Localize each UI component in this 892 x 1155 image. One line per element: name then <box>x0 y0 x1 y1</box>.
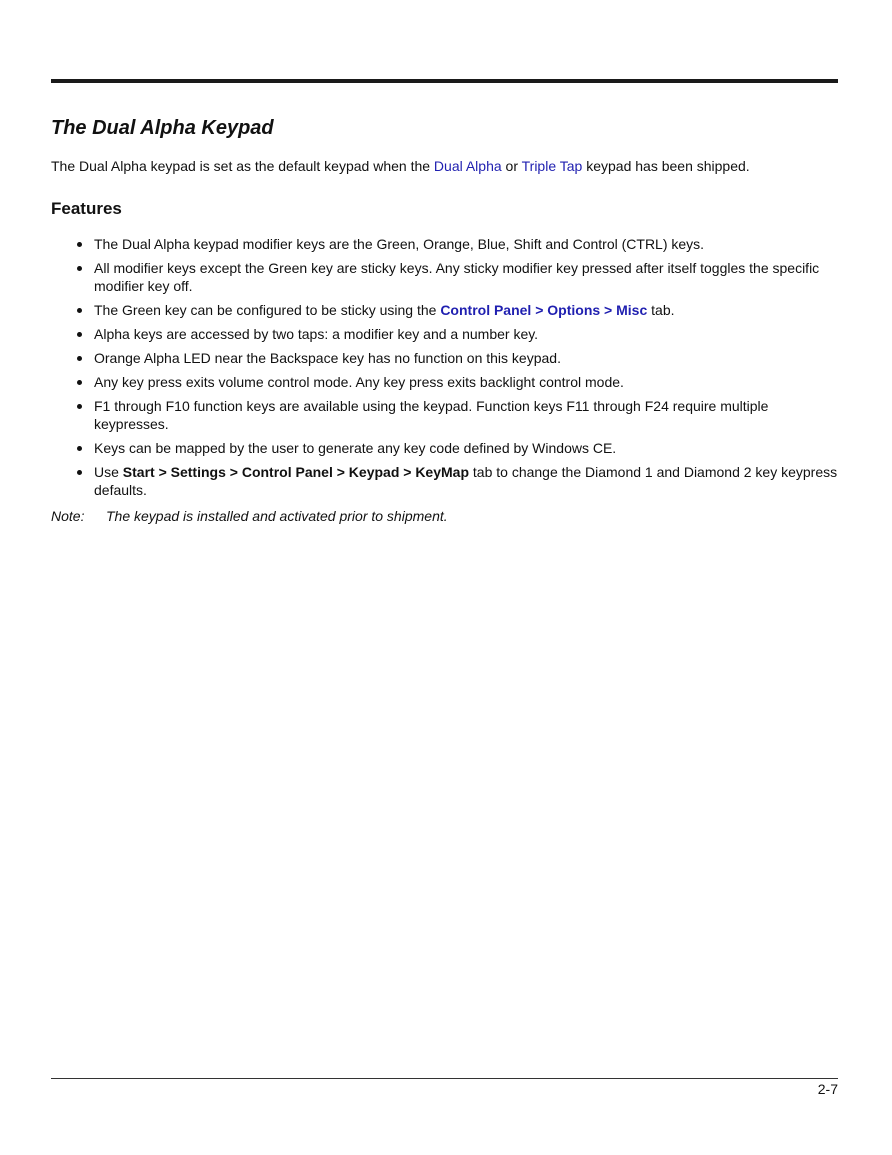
feature-item-alpha-keys <box>51 325 841 343</box>
feature-item-keymap-tab <box>51 463 841 499</box>
bullet-icon <box>77 404 82 409</box>
feature-text: F1 through F10 function keys are available using the keypad. Function keys F11 through F24 require multiple keypresses. <box>94 398 769 432</box>
triple-tap-link[interactable]: Triple Tap <box>521 158 583 174</box>
intro-text-between: or <box>501 158 522 174</box>
note <box>51 507 448 525</box>
page-title: The Dual Alpha Keypad <box>51 117 274 139</box>
feature-text: Alpha keys are accessed by two taps: a modifier key and a number key. <box>94 326 539 342</box>
intro-paragraph <box>51 157 750 175</box>
bullet-icon <box>77 266 82 271</box>
bullet-icon <box>77 446 82 451</box>
misc-tab-path-link[interactable]: Control Panel > Options > Misc <box>440 302 648 318</box>
feature-item-sticky-keys <box>51 259 841 295</box>
features-heading: Features <box>51 199 122 218</box>
feature-text: Keys can be mapped by the user to generate any key code defined by Windows CE. <box>94 440 617 456</box>
bullet-icon <box>77 308 82 313</box>
footer-rule <box>51 1078 838 1079</box>
note-label: Note: <box>51 508 85 524</box>
feature-item-modifier-keys <box>51 235 841 253</box>
feature-text: Orange Alpha LED near the Backspace key has no function on this keypad. <box>94 350 561 366</box>
feature-text: Any key press exits volume control mode. Any key press exits backlight control mode. <box>94 374 624 390</box>
bullet-icon <box>77 470 82 475</box>
feature-text-end: tab to change the Diamond 1 and Diamond 2 key keypress defaults. <box>94 464 838 498</box>
feature-item-function-keys <box>51 397 841 433</box>
intro-text-end: keypad has been shipped. <box>582 158 750 174</box>
bullet-icon <box>77 380 82 385</box>
keymap-tab-path: Start > Settings > Control Panel > Keypad > KeyMap <box>122 464 470 480</box>
feature-text: The Dual Alpha keypad modifier keys are the Green, Orange, Blue, Shift and Control (CTRL) keys. <box>94 236 705 252</box>
feature-text-start: Use <box>94 464 123 480</box>
feature-item-orange-led <box>51 349 841 367</box>
features-list <box>51 235 841 505</box>
page-number: 2-7 <box>817 1081 838 1097</box>
feature-item-exit-modes <box>51 373 841 391</box>
bullet-icon <box>77 242 82 247</box>
bullet-icon <box>77 332 82 337</box>
intro-text-start: The Dual Alpha keypad is set as the default keypad when the <box>51 158 434 174</box>
note-text: The keypad is installed and activated prior to shipment. <box>106 508 448 524</box>
feature-text-start: The Green key can be configured to be sticky using the <box>94 302 441 318</box>
dual-alpha-link[interactable]: Dual Alpha <box>433 158 502 174</box>
header-rule <box>51 79 838 83</box>
feature-item-key-mapping <box>51 439 841 457</box>
feature-item-green-key <box>51 301 841 319</box>
bullet-icon <box>77 356 82 361</box>
feature-text-end: tab. <box>647 302 675 318</box>
feature-text: All modifier keys except the Green key are sticky keys. Any sticky modifier key pressed after itself toggles the specific modifier key off. <box>94 260 820 294</box>
